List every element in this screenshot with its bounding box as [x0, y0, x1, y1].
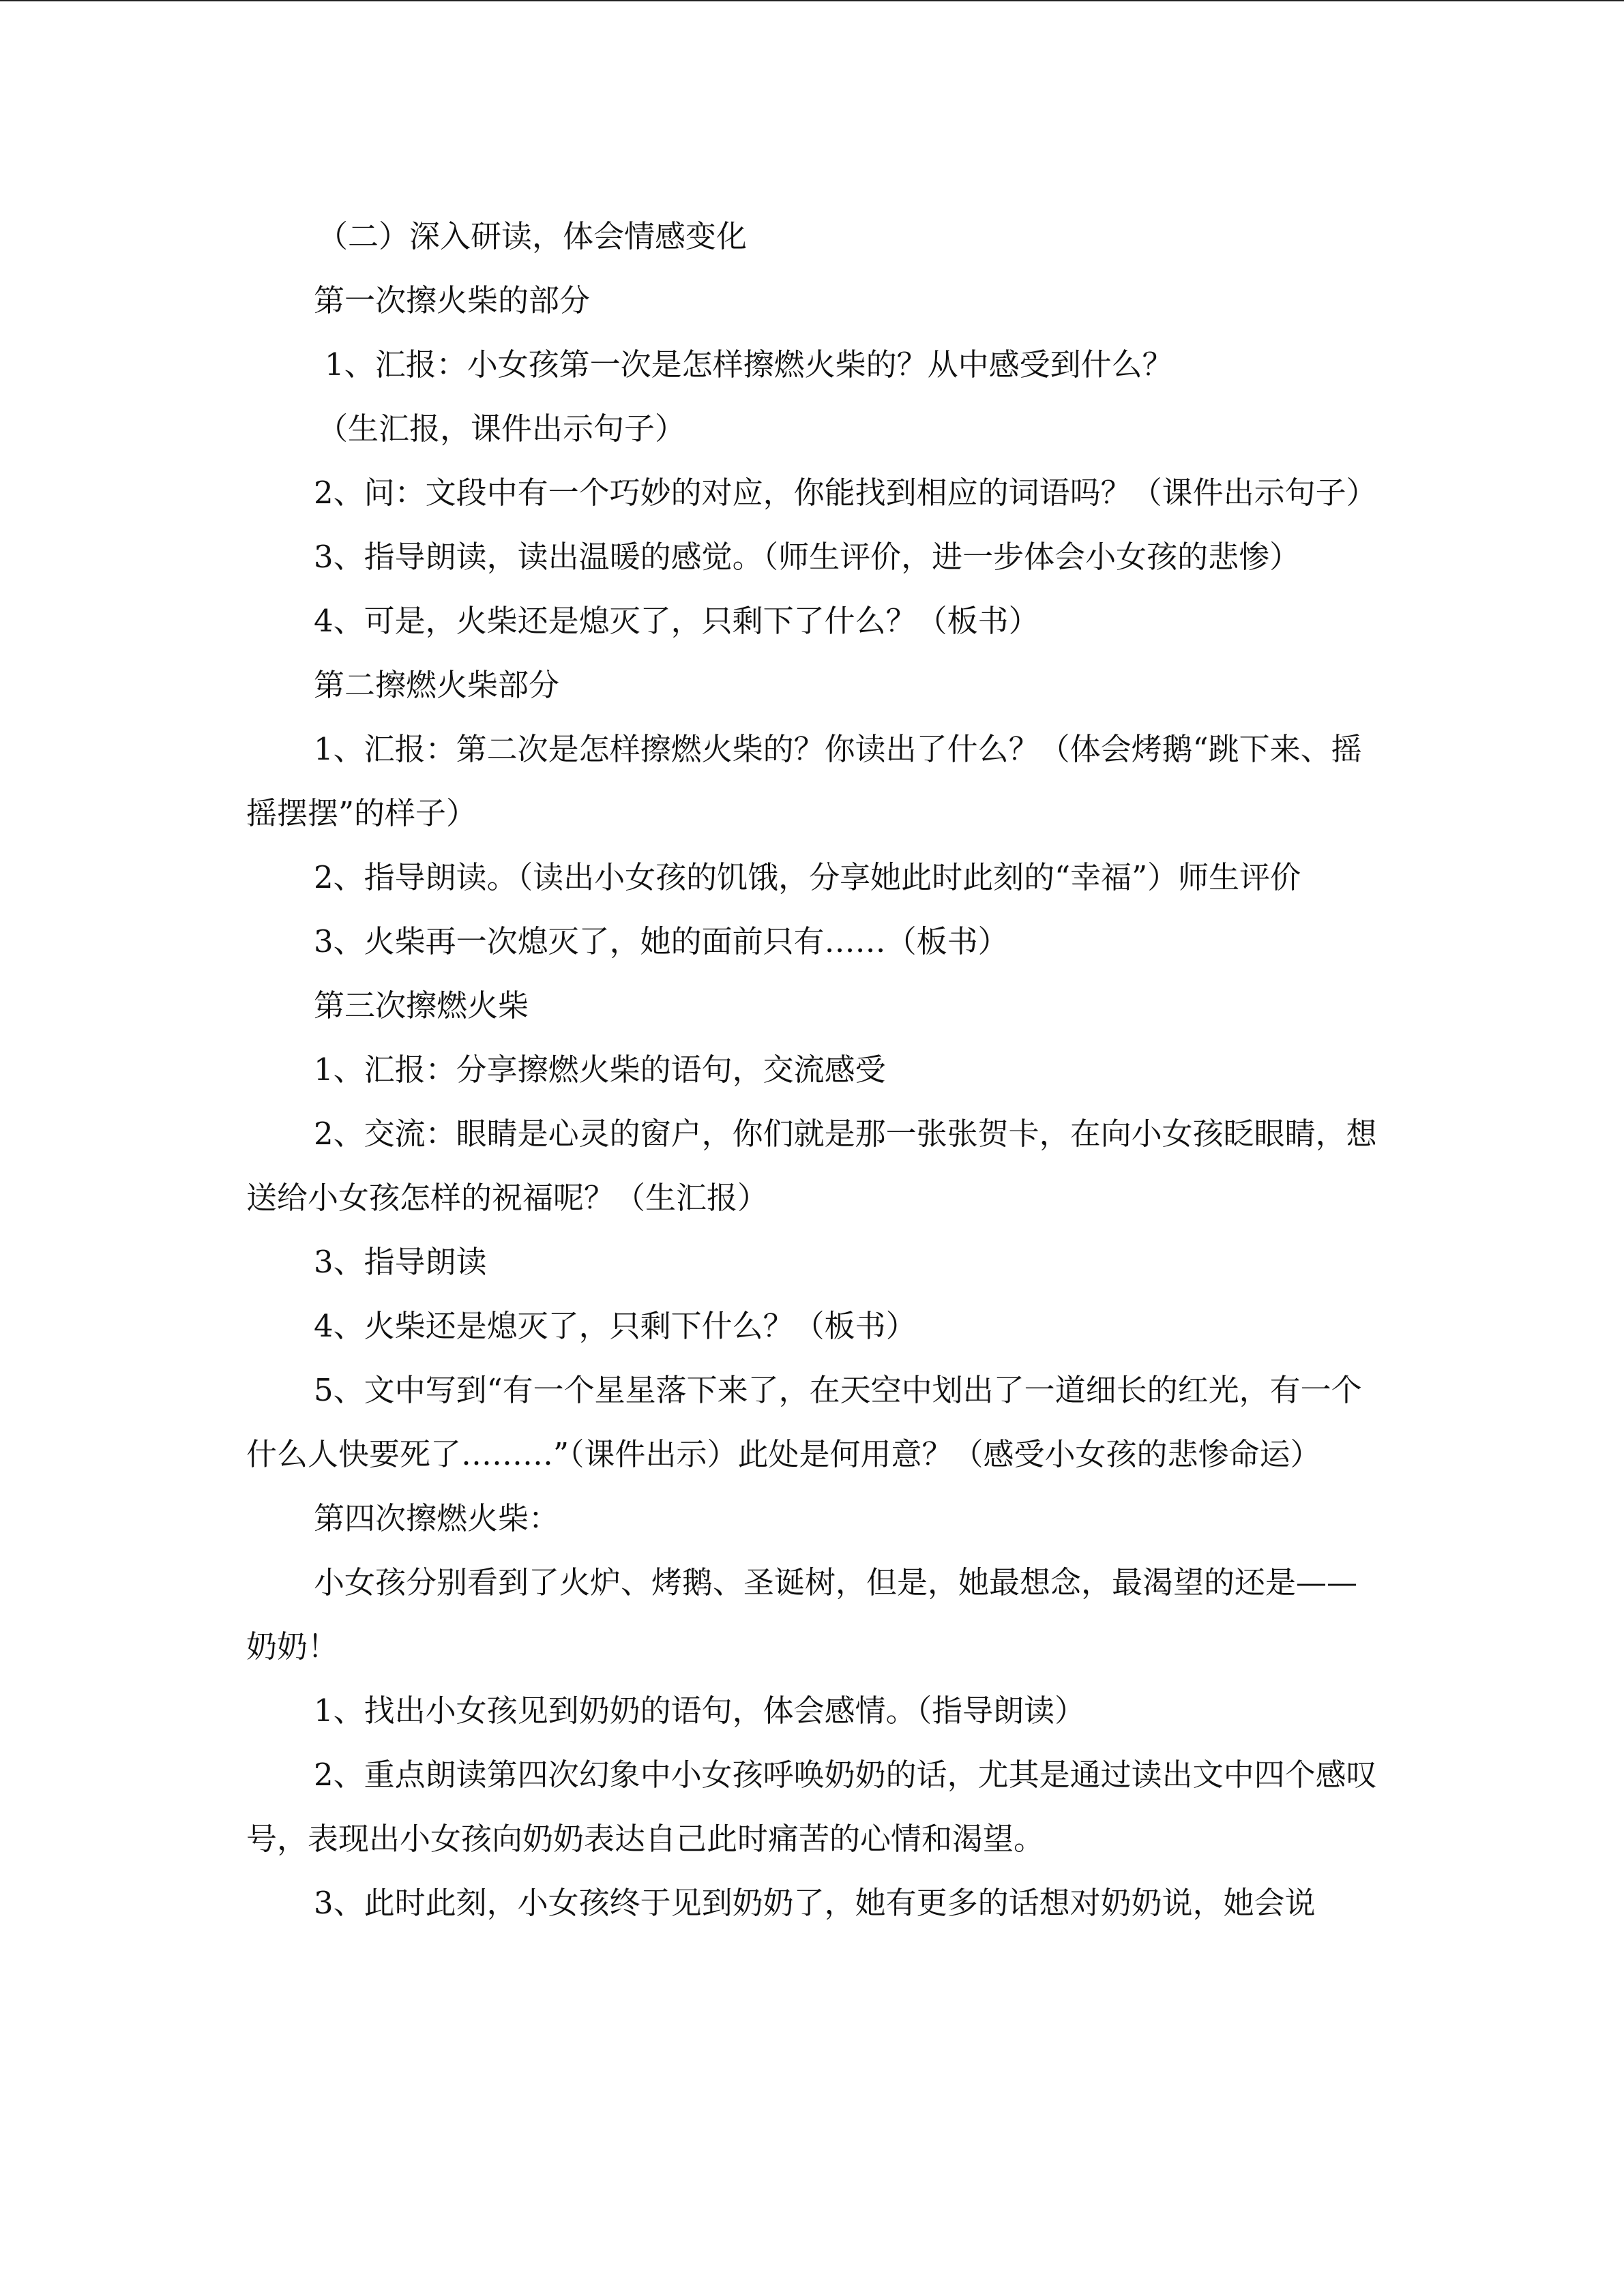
document-body	[246, 205, 1378, 1935]
paragraph: 2、交流：眼睛是心灵的窗户，你们就是那一张张贺卡，在向小女孩眨眼睛，想送给小女孩怎样的祝福呢？（生汇报）	[246, 1116, 1377, 1216]
paragraph: 3、指导朗读，读出温暖的感觉。（师生评价，进一步体会小女孩的悲惨）	[314, 539, 1301, 575]
paragraph: 1、找出小女孩见到奶奶的语句，体会感情。（指导朗读）	[314, 1693, 1086, 1729]
paragraph: 1、汇报：分享擦燃火柴的语句，交流感受	[314, 1052, 886, 1088]
paragraph: 4、可是，火柴还是熄灭了，只剩下了什么？（板书）	[314, 603, 1039, 639]
subsection-heading: 第三次擦燃火柴	[314, 987, 529, 1024]
paragraph: 1、汇报：第二次是怎样擦燃火柴的？你读出了什么？（体会烤鹅“跳下来、摇摇摆摆”的样子）	[246, 731, 1362, 831]
paragraph: 3、火柴再一次熄灭了，她的面前只有……（板书）	[314, 923, 1009, 959]
paragraph: 1、汇报：小女孩第一次是怎样擦燃火柴的？从中感受到什么？	[325, 346, 1173, 383]
paragraph: 3、指导朗读	[314, 1244, 487, 1280]
paragraph: 小女孩分别看到了火炉、烤鹅、圣诞树，但是，她最想念，最渴望的还是——奶奶！	[246, 1564, 1358, 1665]
subsection-heading: 第二擦燃火柴部分	[314, 667, 560, 703]
paragraph: （生汇报，课件出示句子）	[317, 411, 686, 447]
subsection-heading: 第四次擦燃火柴：	[314, 1500, 560, 1536]
subsection-heading: 第一次擦火柴的部分	[314, 282, 591, 318]
paragraph: 2、指导朗读。（读出小女孩的饥饿，分享她此时此刻的“幸福”）师生评价	[314, 859, 1301, 895]
paragraph: 2、问：文段中有一个巧妙的对应，你能找到相应的词语吗？（课件出示句子）	[314, 475, 1377, 511]
section-heading: （二）深入研读，体会情感变化	[317, 218, 748, 254]
paragraph: 2、重点朗读第四次幻象中小女孩呼唤奶奶的话，尤其是通过读出文中四个感叹号，表现出小女孩向奶奶表达自己此时痛苦的心情和渴望。	[246, 1757, 1377, 1857]
paragraph: 5、文中写到“有一个星星落下来了，在天空中划出了一道细长的红光，有一个什么人快要死了………”（课件出示）此处是何用意？（感受小女孩的悲惨命运）	[246, 1372, 1362, 1472]
page-top-border	[0, 0, 1624, 1]
paragraph: 3、此时此刻，小女孩终于见到奶奶了，她有更多的话想对奶奶说，她会说	[314, 1885, 1316, 1921]
paragraph: 4、火柴还是熄灭了，只剩下什么？（板书）	[314, 1308, 917, 1344]
